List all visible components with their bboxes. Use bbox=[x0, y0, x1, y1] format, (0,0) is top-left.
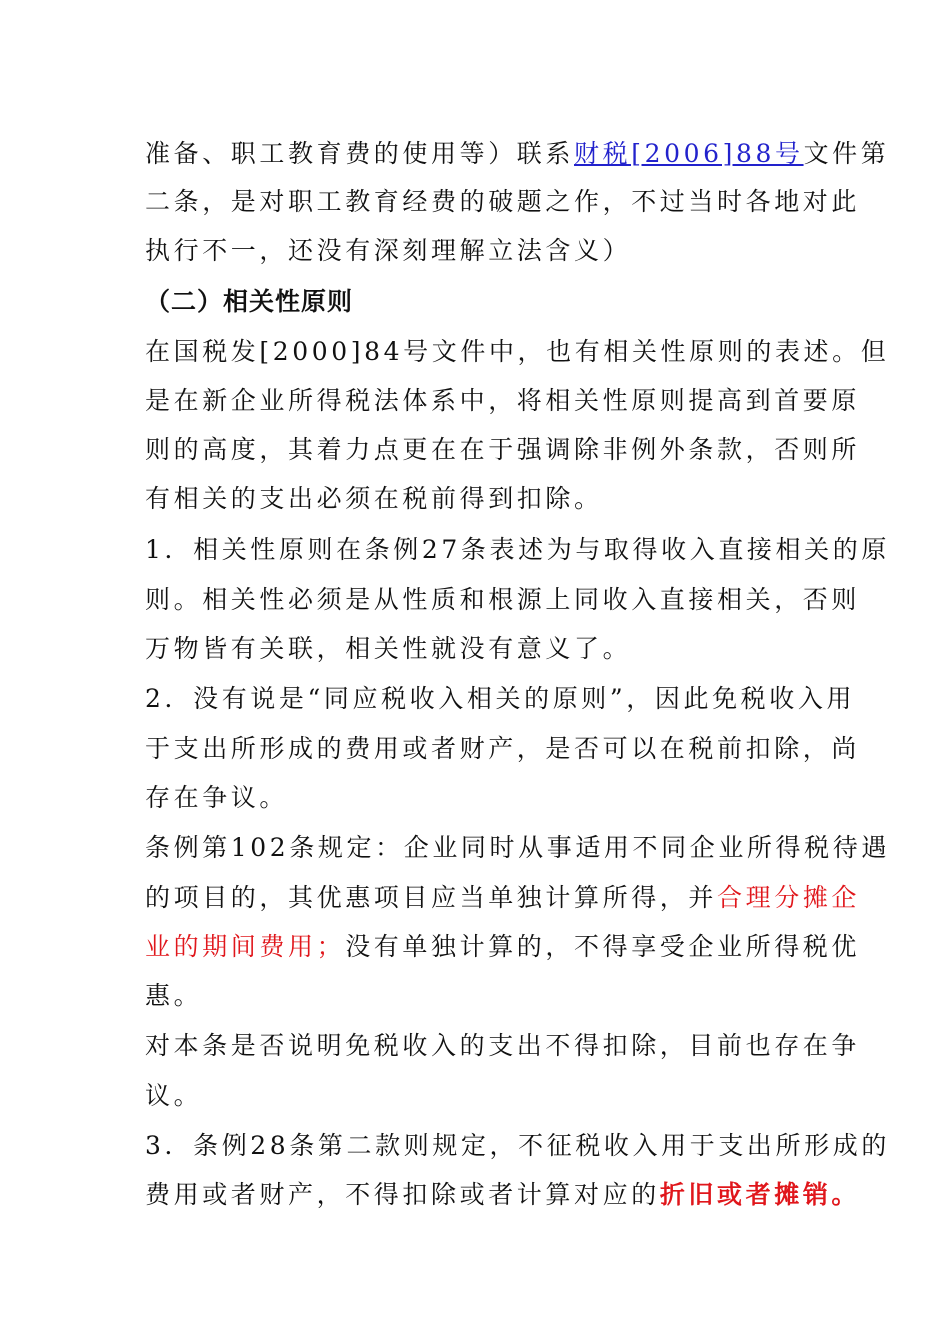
emphasized-text: 折旧或者摊销。 bbox=[659, 1180, 861, 1209]
text-segment: 的项目的，其优惠项目应当单独计算所得，并 bbox=[145, 883, 718, 912]
text-line: 对本条是否说明免税收入的支出不得扣除，目前也存在争 bbox=[145, 1031, 861, 1060]
highlighted-text: 业的期间费用； bbox=[145, 932, 346, 961]
text-line: 则。相关性必须是从性质和根源上同收入直接相关，否则 bbox=[145, 585, 861, 614]
text-line: 3．条例28条第二款则规定，不征税收入用于支出所形成的 bbox=[145, 1131, 890, 1160]
text-line: 2．没有说是“同应税收入相关的原则”，因此免税收入用 bbox=[145, 684, 856, 713]
text-line bbox=[145, 932, 861, 962]
text-line bbox=[145, 883, 861, 913]
text-line: 是在新企业所得税法体系中，将相关性原则提高到首要原 bbox=[145, 386, 861, 415]
text-line bbox=[145, 1180, 861, 1210]
text-line: 有相关的支出必须在税前得到扣除。 bbox=[145, 484, 603, 513]
text-line: 于支出所形成的费用或者财产，是否可以在税前扣除，尚 bbox=[145, 734, 861, 763]
text-segment: 没有单独计算的，不得享受企业所得税优 bbox=[345, 932, 861, 961]
highlighted-text: 合理分摊企 bbox=[717, 883, 861, 912]
text-line: 议。 bbox=[145, 1081, 203, 1110]
text-segment: 费用或者财产，不得扣除或者计算对应的 bbox=[145, 1180, 660, 1209]
text-line: 执行不一，还没有深刻理解立法含义） bbox=[145, 236, 632, 265]
text-segment: 准备、职工教育费的使用等）联系 bbox=[145, 139, 575, 168]
text-line bbox=[145, 139, 890, 169]
text-line: 1．相关性原则在条例27条表述为与取得收入直接相关的原 bbox=[145, 535, 890, 564]
text-line: 惠。 bbox=[145, 981, 203, 1010]
section-heading: （二）相关性原则 bbox=[145, 287, 354, 316]
text-segment: 文件第 bbox=[803, 139, 890, 168]
text-line: 条例第102条规定：企业同时从事适用不同企业所得税待遇 bbox=[145, 833, 890, 862]
text-line: 万物皆有关联，相关性就没有意义了。 bbox=[145, 634, 632, 663]
document-link[interactable]: 财税[2006]88号 bbox=[574, 139, 804, 168]
text-line: 在国税发[2000]84号文件中，也有相关性原则的表述。但 bbox=[145, 337, 890, 366]
text-line: 二条，是对职工教育经费的破题之作，不过当时各地对此 bbox=[145, 187, 861, 216]
text-line: 存在争议。 bbox=[145, 783, 289, 812]
text-line: 则的高度，其着力点更在在于强调除非例外条款，否则所 bbox=[145, 435, 861, 464]
